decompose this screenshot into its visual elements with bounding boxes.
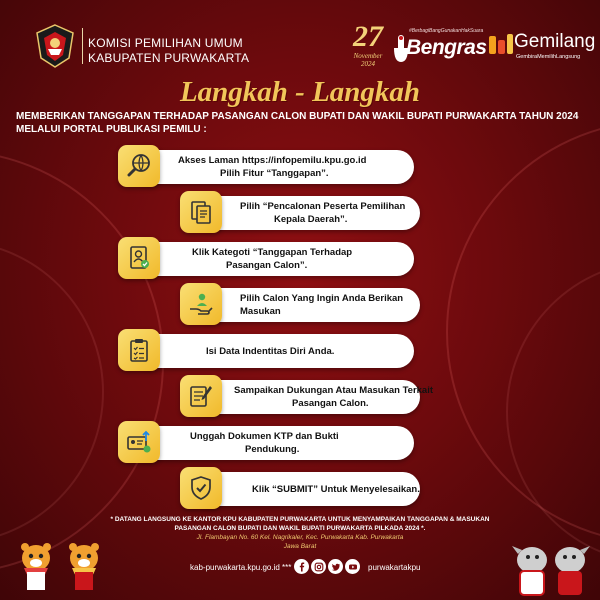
- step-1-line2: Pilih Fitur “Tanggapan”.: [220, 168, 329, 179]
- gemilang-tagline: GembiraMemilihLangsung: [516, 54, 581, 60]
- org-name: [88, 36, 249, 66]
- date-month: November: [353, 52, 383, 60]
- write-note-icon: [180, 375, 222, 417]
- facebook-icon[interactable]: [294, 559, 309, 574]
- social-handle[interactable]: purwakartakpu: [368, 563, 421, 572]
- step-8-pill: [194, 472, 420, 506]
- step-7-text: [190, 426, 404, 460]
- intro-text: [16, 110, 596, 136]
- step-7-line2: Pendukung.: [245, 444, 300, 455]
- step-6-line2: Pasangan Calon.: [292, 398, 369, 409]
- shield-check-icon: [180, 467, 222, 509]
- bengras-wordmark: Bengras: [406, 36, 487, 59]
- page-title: Langkah - Langkah: [179, 76, 421, 108]
- globe-search-icon: [118, 145, 160, 187]
- step-3-line2: Pasangan Calon”.: [226, 260, 308, 271]
- tiger-mascot-icon: [10, 538, 106, 598]
- step-3-pill: [134, 242, 414, 276]
- step-1-pill: [134, 150, 414, 184]
- org-name-line2: KABUPATEN PURWAKARTA: [88, 51, 250, 65]
- step-2-pill: [194, 196, 420, 230]
- step-6-line1: Sampaikan Dukungan Atau Masukan Terkait: [234, 385, 434, 396]
- step-4-line1: Pilih Calon Yang Ingin Anda Berikan: [240, 293, 404, 304]
- instagram-icon[interactable]: [311, 559, 326, 574]
- step-3-line1: Klik Kategoti “Tanggapan Terhadap: [192, 247, 353, 258]
- website-link[interactable]: kab-purwakarta.kpu.go.id ***: [190, 563, 292, 572]
- gemilang-wordmark: Gemilang: [514, 31, 596, 52]
- step-1-text: [178, 150, 404, 184]
- step-4-pill: [194, 288, 420, 322]
- step-2-text: [240, 196, 412, 230]
- step-6-pill: [194, 380, 434, 414]
- kpu-logo: [35, 24, 75, 68]
- step-5-text: [206, 334, 404, 368]
- intro-line1: MEMBERIKAN TANGGAPAN TERHADAP PASANGAN CALON BUPATI DAN WAKIL BUPATI PURWAKARTA TAHUN 2024: [16, 111, 579, 122]
- footer-address-line1: Jl. Flambayan No. 60 Kel. Nagrikaler, Kec. Purwakarta Kab. Purwakarta: [196, 534, 404, 541]
- footer-address-line2: Jawa Barat: [283, 542, 317, 550]
- header-divider: [82, 28, 83, 64]
- step-8-line1: Klik “SUBMIT” Untuk Menyelesaikan.: [252, 483, 420, 495]
- step-2-line1: Pilih “Pencalonan Peserta Pemilihan: [240, 201, 406, 212]
- step-6-text: [234, 380, 434, 414]
- step-3-text: [192, 242, 404, 276]
- clipboard-checklist-icon: [118, 329, 160, 371]
- footer-note-line2: PASANGAN CALON BUPATI DAN WAKIL BUPATI PURWAKARTA PILKADA 2024 *.: [174, 524, 426, 532]
- date-day: 27: [353, 20, 383, 53]
- gemilang-mark-icon: [488, 32, 514, 56]
- election-date: [346, 22, 390, 68]
- step-5-pill: [134, 334, 414, 368]
- footer-note-line1: * DATANG LANGSUNG KE KANTOR KPU KABUPATEN PURWAKARTA UNTUK MENYAMPAIKAN TANGGAPAN & MASUKAN: [110, 516, 490, 523]
- step-7-pill: [134, 426, 414, 460]
- intro-line2: MELALUI PORTAL PUBLIKASI PEMILU :: [16, 124, 207, 135]
- twitter-icon[interactable]: [328, 559, 343, 574]
- step-4-text: [240, 288, 412, 322]
- rhino-mascot-icon: [508, 538, 594, 598]
- gemilang-logo: [488, 28, 596, 68]
- footer-note: [70, 516, 530, 533]
- hand-person-icon: [180, 283, 222, 325]
- step-4-line2: Masukan: [240, 306, 281, 317]
- step-5-line1: Isi Data Indentitas Diri Anda.: [206, 345, 335, 357]
- bengras-logo: [392, 28, 488, 68]
- upload-id-icon: [118, 421, 160, 463]
- youtube-icon[interactable]: [345, 559, 360, 574]
- org-name-line1: KOMISI PEMILIHAN UMUM: [88, 36, 243, 50]
- date-year: 2024: [361, 60, 375, 68]
- step-8-text: [252, 472, 420, 506]
- footer-address: [70, 534, 530, 551]
- step-2-line2: Kepala Daerah”.: [274, 214, 348, 225]
- documents-icon: [180, 191, 222, 233]
- step-7-line1: Unggah Dokumen KTP dan Bukti: [190, 431, 339, 442]
- step-1-line1: Akses Laman https://infopemilu.kpu.go.id: [178, 155, 367, 166]
- candidate-card-icon: [118, 237, 160, 279]
- bengras-tagline: #BerbagiBangGunakanHakSuara: [409, 28, 484, 34]
